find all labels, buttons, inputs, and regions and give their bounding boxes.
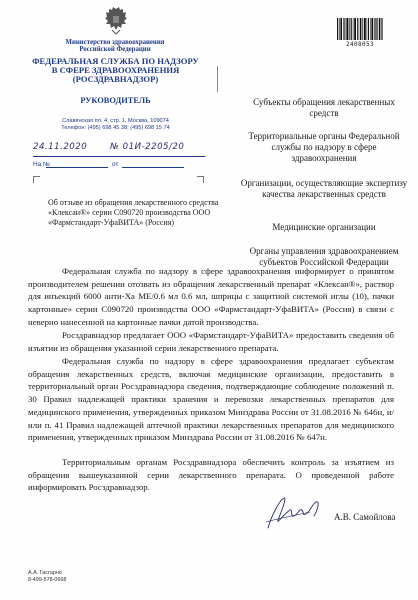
recipient-1: Субъекты обращения лекарственных средств — [253, 97, 395, 118]
handwritten-signature — [262, 492, 330, 532]
executor-name: А.А. Гасгарно — [28, 570, 62, 576]
executor-phone: 8-499-578-0668 — [28, 577, 67, 583]
body-paragraph-1: Федеральная служба по надзору в сфере здравоохранения информирует о принятом производителем решении отозвать из обращения лекарственный препарат «Клексан®», раствор для инъекций 6000 анти-Ха МЕ/0.6 мл 0.6 мл, шприцы с защитной системой иглы (10), пачки картонные» серии C090720 производства ООО «Фармстандарт-УфаВИТА» (Россия) в связи с неверно нанесенной на картонные пачки датой производства. — [28, 266, 394, 327]
registration-number: № 01И-2205/20 — [110, 142, 185, 152]
barcode-icon — [337, 18, 383, 40]
signer-name: А.В. Самойлова — [334, 512, 396, 522]
head-title: РУКОВОДИТЕЛЬ — [80, 96, 151, 105]
body-paragraph-4: Территориальным органам Росздравнадзора обеспечить контроль за изъятием из обращения вышеуказанной серии лекарственного препарата. О проведенной работе информировать Росздравнадзор. — [28, 457, 394, 493]
ministry-name-line2: Российской Федерации — [79, 46, 151, 53]
recipient-3: Организации, осуществляющие экспертизу качества лекарственных средств — [240, 178, 408, 199]
body-paragraph-2: Росздравнадзор предлагает ООО «Фармстандарт-УфаВИТА» предоставить сведения об изъятии из обращения указанной серии лекарственного препарата. — [28, 330, 394, 353]
barcode-number: 2408053 — [345, 41, 375, 48]
subject-corner-right — [197, 176, 204, 183]
coat-of-arms-icon — [103, 6, 129, 36]
agency-name-line2: В СФЕРЕ ЗДРАВООХРАНЕНИЯ — [51, 65, 180, 75]
reference-number-label: На № — [33, 161, 50, 168]
recipient-2: Территориальные органы Федеральной службы по надзору в сфере здравоохранения — [248, 131, 400, 163]
divider-mark — [217, 66, 218, 92]
address-line2: Телефон: (495) 698 45 38; (495) 698 15 74 — [61, 125, 170, 131]
reference-date-blank — [122, 167, 184, 168]
letter-subject: Об отзыве из обращения лекарственного средства «Клексан®» серии C090720 производства ООО «Фармстандарт-УфаВИТА» (Россия) — [48, 198, 219, 227]
agency-name-line1: ФЕДЕРАЛЬНАЯ СЛУЖБА ПО НАДЗОРУ — [32, 56, 199, 66]
agency-name-line3: (РОСЗДРАВНАДЗОР) — [72, 74, 159, 84]
recipient-4: Медицинские организации — [272, 222, 376, 232]
subject-corner-left — [33, 176, 40, 183]
registration-date: 24.11.2020 — [33, 142, 88, 152]
address-line1: Славянская пл. 4, стр. 1, Москва, 109074 — [62, 118, 169, 124]
recipient-5: Органы управления здравоохранением субъектов Российской Федерации — [249, 246, 399, 267]
reference-date-label: от — [112, 161, 119, 168]
ministry-name-line1: Министерство здравоохранения — [65, 39, 165, 46]
reference-number-blank — [46, 167, 108, 168]
body-paragraph-3: Федеральная служба по надзору в сфере здравоохранения предлагает субъектам обращения лекарственных средств, включая медицинские организации, предоставить в территориальный орган Росздравнадзора сведения, подтверждающие соблюдение положений п. 30 Правил надлежащей практики хранения и перевозки лекарственных препаратов для медицинского применения, утвержденных приказом Минздрава России от 31.08.2016 № 646н, и/или п. 41 Правил надлежащей аптечной практики лекарственных препаратов для медицинского применения, утвержденных приказом Минздрава России от 31.08.2016 № 647н. — [28, 356, 394, 443]
